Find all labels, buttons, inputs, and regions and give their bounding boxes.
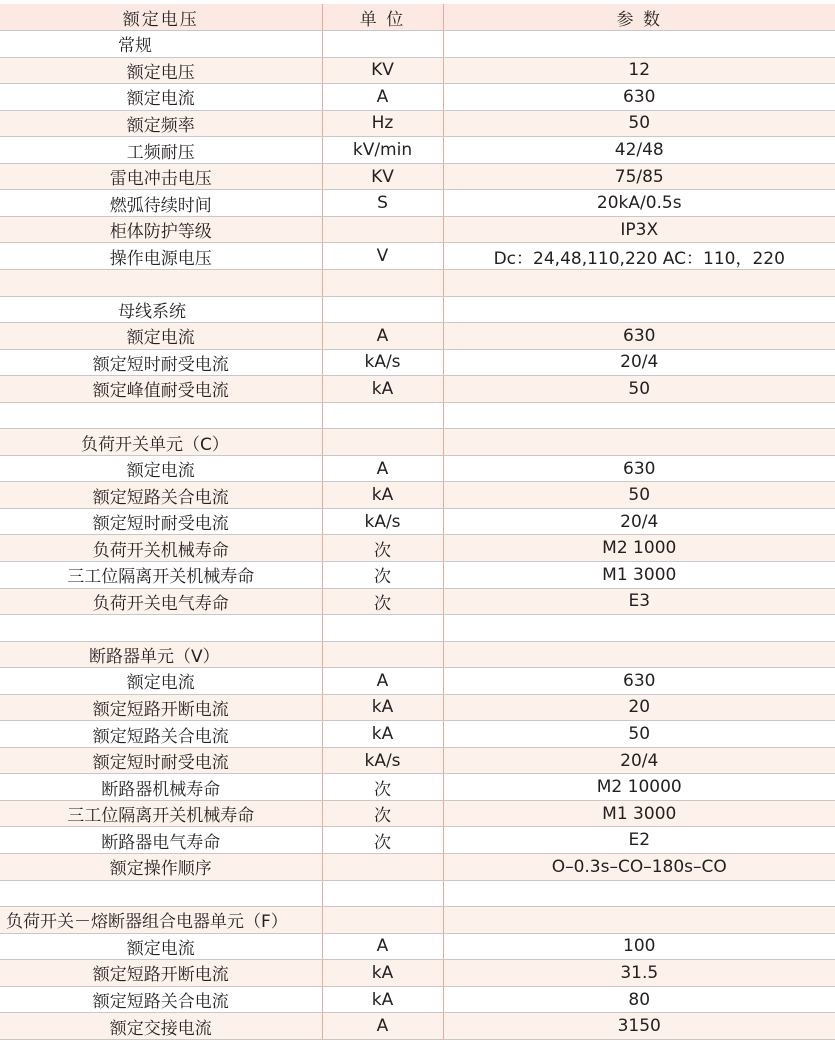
table-header-row <box>0 4 835 31</box>
section-title-fuse-combo: 负荷开关－熔断器组合电器单元（F） <box>0 907 322 934</box>
table-row <box>0 960 835 987</box>
param-name: 额定操作顺序 <box>0 854 322 881</box>
table-cell-empty <box>443 641 835 668</box>
table-row <box>0 827 835 854</box>
param-value: M2 1000 <box>443 535 835 562</box>
table-row <box>0 482 835 509</box>
param-unit: kA/s <box>322 349 443 376</box>
table-cell-empty <box>322 641 443 668</box>
table-cell-empty <box>322 31 443 58</box>
param-name: 负荷开关机械寿命 <box>0 535 322 562</box>
param-value: 50 <box>443 721 835 748</box>
table-cell-empty <box>322 907 443 934</box>
param-name: 额定短路关合电流 <box>0 986 322 1013</box>
table-row <box>0 721 835 748</box>
param-name: 额定短路开断电流 <box>0 960 322 987</box>
table-row <box>0 84 835 111</box>
param-unit: kV/min <box>322 137 443 164</box>
param-name: 额定峰值耐受电流 <box>0 376 322 403</box>
table-row <box>0 216 835 243</box>
param-unit: A <box>322 1013 443 1040</box>
table-row <box>0 694 835 721</box>
param-unit: kA <box>322 986 443 1013</box>
param-value: 100 <box>443 933 835 960</box>
param-unit: A <box>322 84 443 111</box>
param-unit: 次 <box>322 774 443 801</box>
param-unit: A <box>322 455 443 482</box>
param-unit <box>322 854 443 881</box>
param-unit: A <box>322 323 443 350</box>
param-unit: 次 <box>322 827 443 854</box>
section-title-busbar: 母线系统 <box>0 296 322 323</box>
table-row <box>0 57 835 84</box>
header-name: 额定电压 <box>0 4 322 31</box>
param-value: M1 3000 <box>443 800 835 827</box>
param-unit: kA <box>322 694 443 721</box>
table-row <box>0 800 835 827</box>
param-unit: A <box>322 933 443 960</box>
table-cell-empty <box>443 296 835 323</box>
param-name: 额定短时耐受电流 <box>0 747 322 774</box>
param-value: 50 <box>443 482 835 509</box>
param-value: IP3X <box>443 216 835 243</box>
table-cell-empty <box>443 880 835 907</box>
param-name: 额定电流 <box>0 323 322 350</box>
table-cell-empty <box>322 402 443 429</box>
param-value: M1 3000 <box>443 561 835 588</box>
param-name: 三工位隔离开关机械寿命 <box>0 800 322 827</box>
table-row <box>0 561 835 588</box>
param-name: 额定频率 <box>0 110 322 137</box>
param-name: 额定短时耐受电流 <box>0 349 322 376</box>
param-unit: KV <box>322 57 443 84</box>
table-row <box>0 349 835 376</box>
section-title-breaker: 断路器单元（V） <box>0 641 322 668</box>
table-cell-empty <box>443 907 835 934</box>
table-cell-empty <box>443 269 835 296</box>
param-name: 额定电压 <box>0 57 322 84</box>
param-unit: kA <box>322 960 443 987</box>
param-value: E3 <box>443 588 835 615</box>
table-row <box>0 933 835 960</box>
param-name: 额定电流 <box>0 668 322 695</box>
param-unit <box>322 216 443 243</box>
spacer-row <box>0 269 835 296</box>
param-unit: 次 <box>322 535 443 562</box>
param-unit: 次 <box>322 800 443 827</box>
table-cell-empty <box>322 615 443 642</box>
param-value: M2 10000 <box>443 774 835 801</box>
table-row <box>0 774 835 801</box>
table-row <box>0 668 835 695</box>
param-unit: kA <box>322 376 443 403</box>
param-value: O–0.3s–CO–180s–CO <box>443 854 835 881</box>
param-value: 3150 <box>443 1013 835 1040</box>
param-unit: 次 <box>322 561 443 588</box>
param-name: 额定电流 <box>0 933 322 960</box>
param-value: 20/4 <box>443 747 835 774</box>
param-name: 额定短路关合电流 <box>0 482 322 509</box>
header-unit: 单 位 <box>322 4 443 31</box>
table-row <box>0 137 835 164</box>
table-cell-empty <box>0 880 322 907</box>
param-value: 20 <box>443 694 835 721</box>
section-title-row <box>0 907 835 934</box>
header-value: 参 数 <box>443 4 835 31</box>
section-title-row <box>0 429 835 456</box>
param-value: 630 <box>443 323 835 350</box>
section-title-row <box>0 296 835 323</box>
table-cell-empty <box>443 31 835 58</box>
table-row <box>0 747 835 774</box>
param-unit: 次 <box>322 588 443 615</box>
param-name: 额定短时耐受电流 <box>0 508 322 535</box>
table-row <box>0 243 835 270</box>
param-value: 75/85 <box>443 163 835 190</box>
table-row <box>0 588 835 615</box>
param-unit: S <box>322 190 443 217</box>
param-unit: KV <box>322 163 443 190</box>
param-unit: V <box>322 243 443 270</box>
table-cell-empty <box>322 880 443 907</box>
param-name: 额定交接电流 <box>0 1013 322 1040</box>
param-name: 工频耐压 <box>0 137 322 164</box>
param-value: 12 <box>443 57 835 84</box>
table-row <box>0 110 835 137</box>
table-cell-empty <box>0 402 322 429</box>
section-title-general: 常规 <box>0 31 322 58</box>
table-row <box>0 323 835 350</box>
table-row <box>0 854 835 881</box>
table-cell-empty <box>443 429 835 456</box>
param-name: 负荷开关电气寿命 <box>0 588 322 615</box>
param-name: 柜体防护等级 <box>0 216 322 243</box>
table-cell-empty <box>443 402 835 429</box>
param-name: 额定短路关合电流 <box>0 721 322 748</box>
param-name: 操作电源电压 <box>0 243 322 270</box>
table-row <box>0 535 835 562</box>
param-unit: kA/s <box>322 508 443 535</box>
spacer-row <box>0 402 835 429</box>
param-unit: kA <box>322 482 443 509</box>
spacer-row <box>0 880 835 907</box>
table-row <box>0 190 835 217</box>
param-unit: kA/s <box>322 747 443 774</box>
param-value: 50 <box>443 376 835 403</box>
param-value: E2 <box>443 827 835 854</box>
table-row <box>0 163 835 190</box>
section-title-row <box>0 641 835 668</box>
param-value: 80 <box>443 986 835 1013</box>
param-name: 断路器机械寿命 <box>0 774 322 801</box>
param-name: 三工位隔离开关机械寿命 <box>0 561 322 588</box>
param-value: 50 <box>443 110 835 137</box>
param-name: 额定短路开断电流 <box>0 694 322 721</box>
table-cell-empty <box>322 296 443 323</box>
param-unit: Hz <box>322 110 443 137</box>
param-value: 630 <box>443 84 835 111</box>
param-unit: kA <box>322 721 443 748</box>
param-name: 雷电冲击电压 <box>0 163 322 190</box>
table-cell-empty <box>443 615 835 642</box>
param-name: 额定电流 <box>0 455 322 482</box>
param-value: Dc：24,48,110,220 AC：110，220 <box>443 243 835 270</box>
param-value: 20kA/0.5s <box>443 190 835 217</box>
table-row <box>0 1013 835 1040</box>
param-value: 31.5 <box>443 960 835 987</box>
param-unit: A <box>322 668 443 695</box>
param-value: 42/48 <box>443 137 835 164</box>
param-name: 燃弧待续时间 <box>0 190 322 217</box>
table-cell-empty <box>0 269 322 296</box>
table-cell-empty <box>322 429 443 456</box>
spacer-row <box>0 615 835 642</box>
param-value: 630 <box>443 455 835 482</box>
param-name: 额定电流 <box>0 84 322 111</box>
spec-table <box>0 4 835 1040</box>
table-row <box>0 508 835 535</box>
param-value: 20/4 <box>443 349 835 376</box>
param-value: 20/4 <box>443 508 835 535</box>
section-title-row <box>0 31 835 58</box>
param-name: 断路器电气寿命 <box>0 827 322 854</box>
table-row <box>0 986 835 1013</box>
param-value: 630 <box>443 668 835 695</box>
table-row <box>0 376 835 403</box>
table-cell-empty <box>322 269 443 296</box>
section-title-load-switch: 负荷开关单元（C） <box>0 429 322 456</box>
table-cell-empty <box>0 615 322 642</box>
table-row <box>0 455 835 482</box>
